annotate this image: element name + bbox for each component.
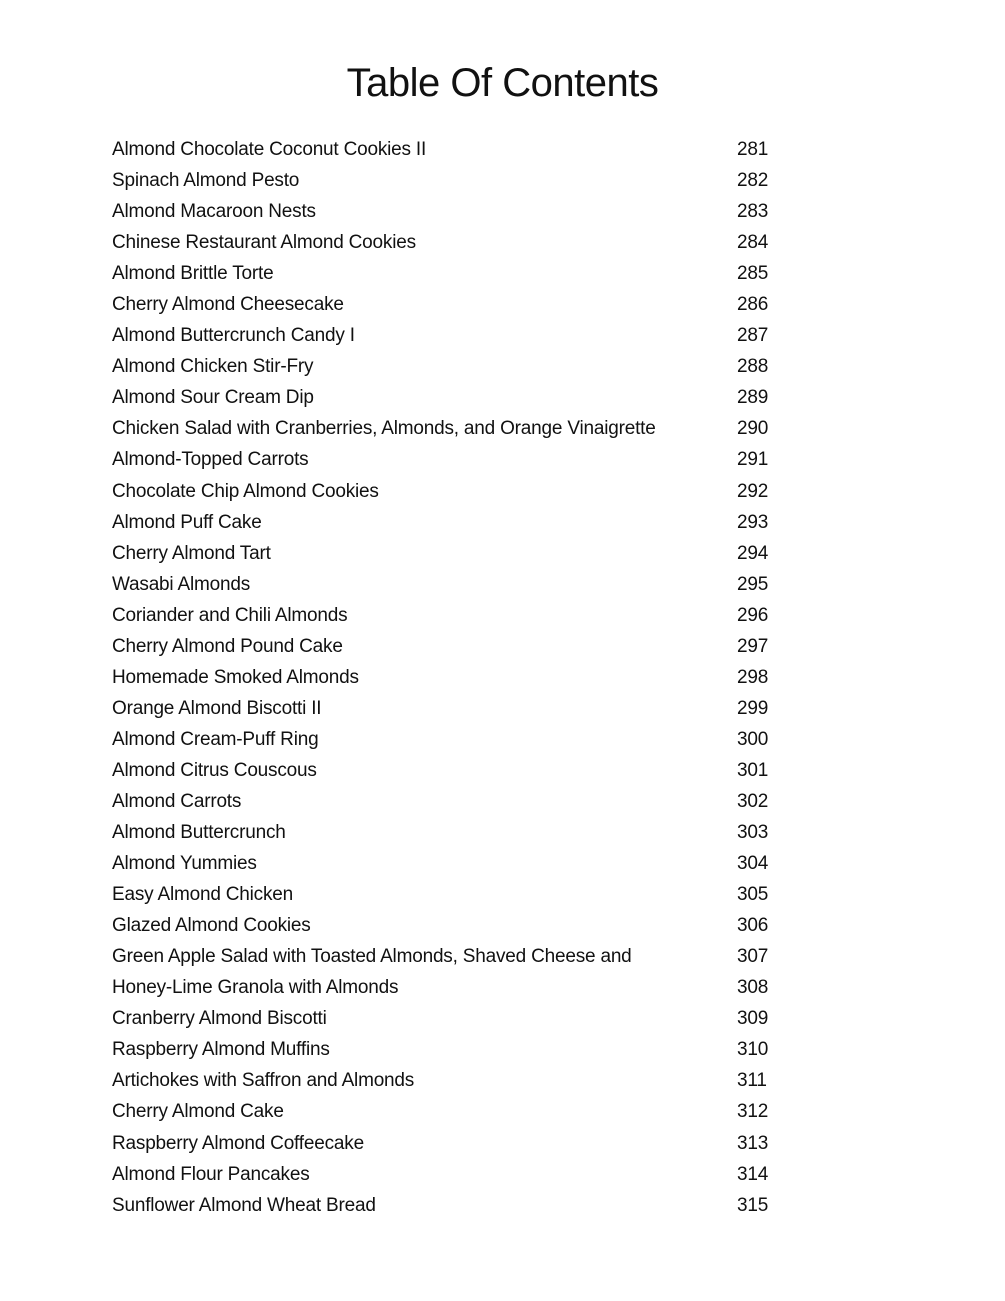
entry-title: Spinach Almond Pesto [112, 170, 300, 192]
entry-page-number: 312 [737, 1101, 769, 1123]
toc-entry[interactable] [112, 943, 812, 974]
toc-entry[interactable] [112, 974, 812, 1005]
entry-page-number: 313 [737, 1132, 769, 1154]
toc-entry[interactable] [112, 1130, 812, 1161]
entry-page-number: 291 [737, 449, 769, 471]
entry-page-number: 311 [737, 1070, 767, 1092]
toc-entry[interactable] [112, 198, 812, 229]
entry-page-number: 294 [737, 542, 769, 564]
toc-entry[interactable] [112, 757, 812, 788]
entry-title: Almond Sour Cream Dip [112, 387, 314, 409]
entry-title: Green Apple Salad with Toasted Almonds, Shaved Cheese and [112, 946, 632, 968]
toc-entry[interactable] [112, 167, 812, 198]
toc-entry[interactable] [112, 819, 812, 850]
entry-title: Honey-Lime Granola with Almonds [112, 977, 399, 999]
entry-title: Cranberry Almond Biscotti [112, 1008, 327, 1030]
toc-entry[interactable] [112, 726, 812, 757]
entry-page-number: 305 [737, 884, 769, 906]
entry-title: Almond Flour Pancakes [112, 1163, 310, 1185]
toc-entry[interactable] [112, 695, 812, 726]
entry-page-number: 306 [737, 915, 769, 937]
entry-title: Artichokes with Saffron and Almonds [112, 1070, 415, 1092]
entry-page-number: 292 [737, 480, 769, 502]
entry-page-number: 290 [737, 418, 769, 440]
toc-entry[interactable] [112, 850, 812, 881]
entry-page-number: 293 [737, 511, 769, 533]
toc-entry[interactable] [112, 322, 812, 353]
entry-page-number: 315 [737, 1194, 769, 1216]
toc-entry[interactable] [112, 912, 812, 943]
entry-page-number: 307 [737, 946, 769, 968]
entry-title: Cherry Almond Cake [112, 1101, 284, 1123]
entry-page-number: 296 [737, 604, 769, 626]
entry-page-number: 288 [737, 356, 769, 378]
entry-page-number: 285 [737, 263, 769, 285]
entry-title: Almond Carrots [112, 790, 242, 812]
toc-entry[interactable] [112, 478, 812, 509]
entry-title: Almond Chicken Stir-Fry [112, 356, 314, 378]
toc-entry[interactable] [112, 353, 812, 384]
entry-title: Orange Almond Biscotti II [112, 697, 322, 719]
toc-entry[interactable] [112, 1098, 812, 1129]
toc-entry[interactable] [112, 881, 812, 912]
entry-title: Chinese Restaurant Almond Cookies [112, 232, 416, 254]
entry-page-number: 308 [737, 977, 769, 999]
page-title: Table Of Contents [346, 61, 659, 105]
toc-entry[interactable] [112, 446, 812, 477]
entry-title: Raspberry Almond Muffins [112, 1039, 330, 1061]
entry-title: Wasabi Almonds [112, 573, 251, 595]
toc-entry[interactable] [112, 788, 812, 819]
entry-title: Cherry Almond Pound Cake [112, 635, 343, 657]
toc-entry[interactable] [112, 509, 812, 540]
entry-page-number: 314 [737, 1163, 769, 1185]
entry-title: Coriander and Chili Almonds [112, 604, 348, 626]
entry-title: Almond Puff Cake [112, 511, 262, 533]
entry-page-number: 309 [737, 1008, 769, 1030]
entry-title: Homemade Smoked Almonds [112, 666, 359, 688]
toc-entry[interactable] [112, 1005, 812, 1036]
entry-title: Almond Macaroon Nests [112, 201, 316, 223]
entry-title: Raspberry Almond Coffeecake [112, 1132, 364, 1154]
entry-page-number: 300 [737, 728, 769, 750]
toc-entry[interactable] [112, 1161, 812, 1192]
entry-page-number: 286 [737, 294, 769, 316]
toc-entry[interactable] [112, 1067, 812, 1098]
toc-entry[interactable] [112, 1036, 812, 1067]
entry-title: Almond Citrus Couscous [112, 759, 317, 781]
toc-entry[interactable] [112, 136, 812, 167]
entry-page-number: 301 [737, 759, 769, 781]
entry-title: Almond Cream-Puff Ring [112, 728, 319, 750]
entry-page-number: 282 [737, 170, 769, 192]
toc-entry[interactable] [112, 1192, 812, 1223]
toc-entry[interactable] [112, 415, 812, 446]
entry-page-number: 299 [737, 697, 769, 719]
toc-entry[interactable] [112, 291, 812, 322]
entry-page-number: 310 [737, 1039, 769, 1061]
entry-title: Chocolate Chip Almond Cookies [112, 480, 379, 502]
entry-title: Almond Buttercrunch [112, 822, 286, 844]
entry-title: Almond Chocolate Coconut Cookies II [112, 139, 427, 160]
entry-page-number: 284 [737, 232, 769, 254]
entry-page-number: 303 [737, 822, 769, 844]
entry-title: Almond Brittle Torte [112, 263, 274, 285]
entry-title: Glazed Almond Cookies [112, 915, 311, 937]
toc-entry[interactable] [112, 229, 812, 260]
toc-entry[interactable] [112, 540, 812, 571]
toc-list [112, 136, 812, 1223]
toc-entry[interactable] [112, 664, 812, 695]
toc-entry[interactable] [112, 260, 812, 291]
entry-title: Cherry Almond Tart [112, 542, 271, 564]
entry-title: Almond-Topped Carrots [112, 449, 309, 471]
entry-title: Cherry Almond Cheesecake [112, 294, 344, 316]
entry-title: Almond Yummies [112, 853, 257, 875]
toc-entry[interactable] [112, 384, 812, 415]
entry-page-number: 298 [737, 666, 769, 688]
toc-entry[interactable] [112, 633, 812, 664]
entry-page-number: 283 [737, 201, 769, 223]
entry-title: Easy Almond Chicken [112, 884, 294, 906]
entry-page-number: 297 [737, 635, 769, 657]
entry-page-number: 287 [737, 325, 769, 347]
toc-entry[interactable] [112, 571, 812, 602]
entry-page-number: 289 [737, 387, 769, 409]
entry-page-number: 295 [737, 573, 769, 595]
entry-title: Almond Buttercrunch Candy I [112, 325, 355, 347]
toc-entry[interactable] [112, 602, 812, 633]
entry-page-number: 302 [737, 790, 769, 812]
entry-title: Chicken Salad with Cranberries, Almonds, and Orange Vinaigrette [112, 418, 656, 440]
entry-title: Sunflower Almond Wheat Bread [112, 1194, 376, 1216]
entry-page-number: 281 [737, 139, 769, 160]
entry-page-number: 304 [737, 853, 769, 875]
